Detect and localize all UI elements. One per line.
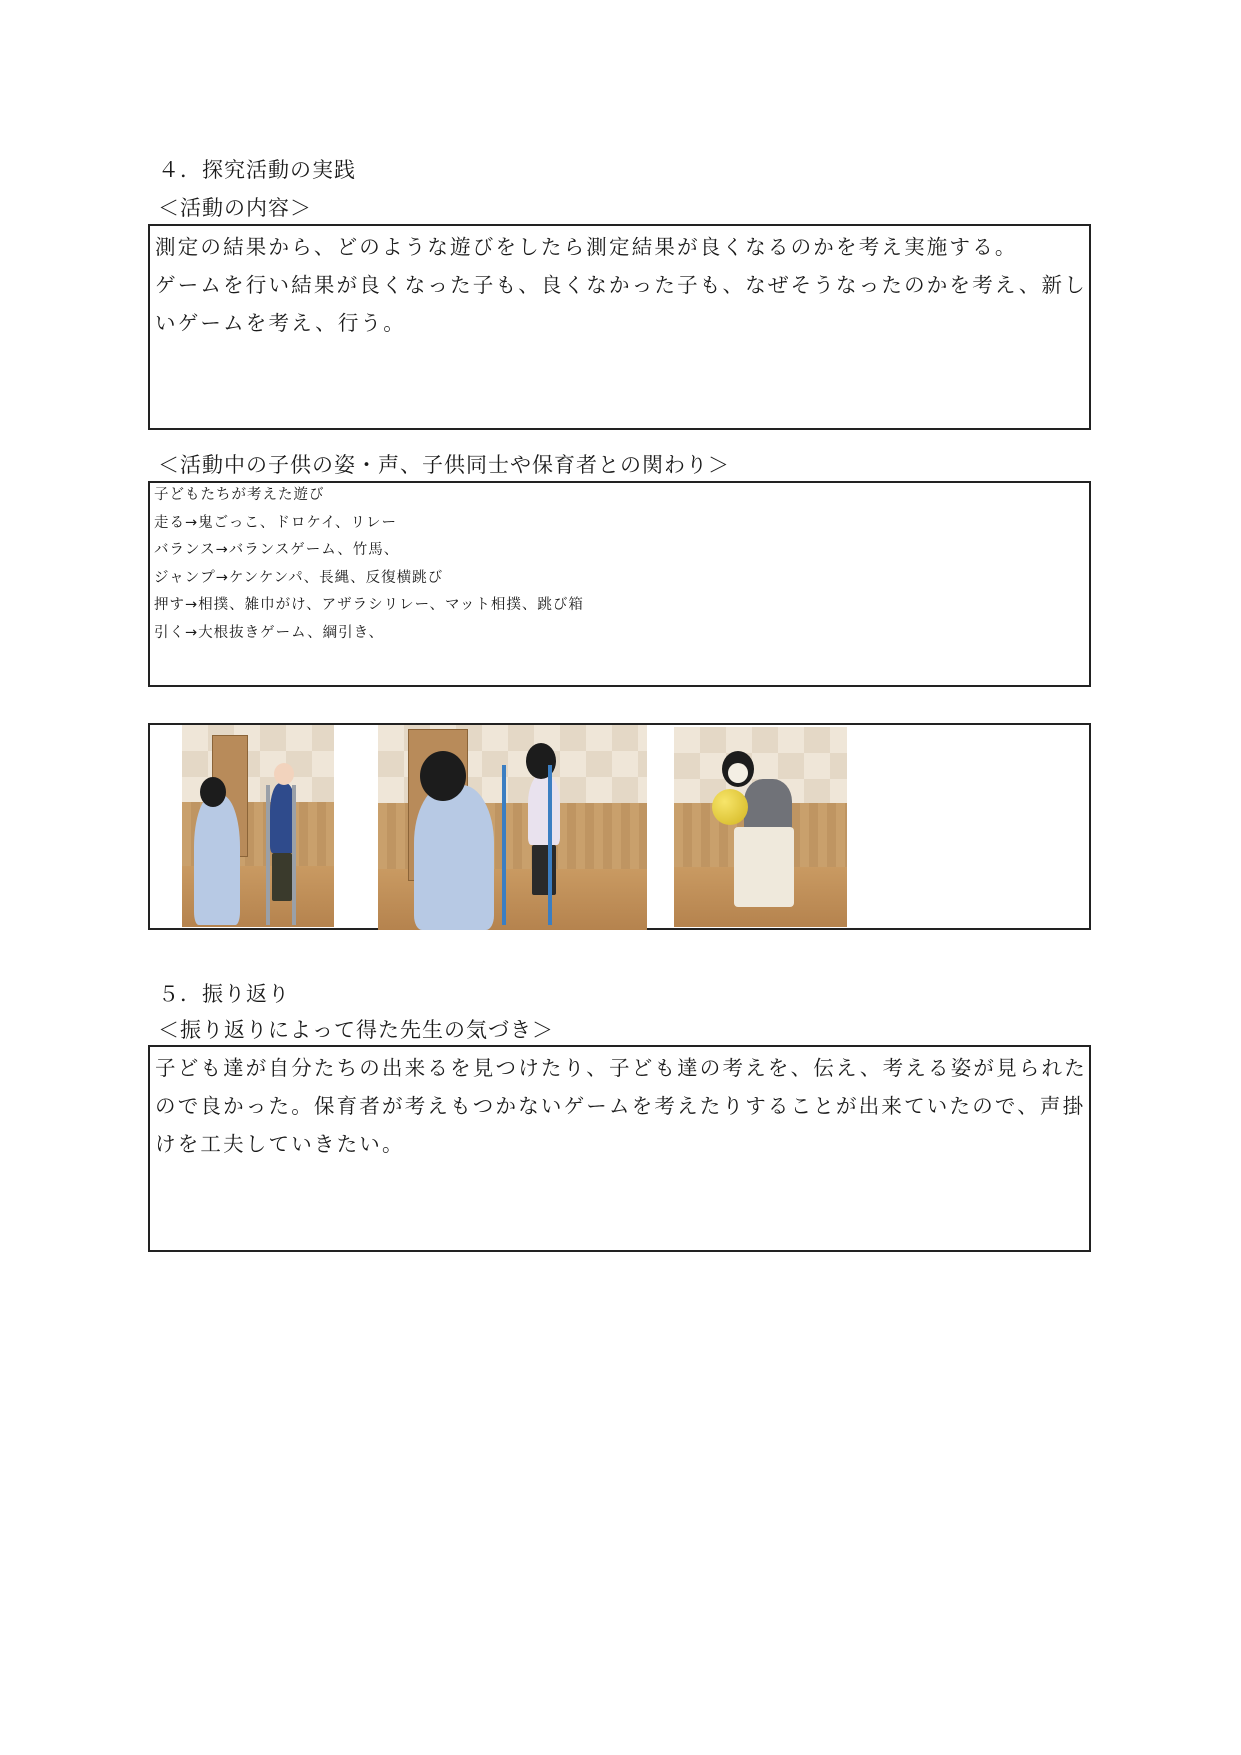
play-idea-line: 引く→大根抜きゲーム、綱引き、 (154, 624, 385, 641)
section-5-title: ５．振り返り (158, 982, 290, 1006)
play-idea-line: バランス→バランスゲーム、竹馬、 (154, 542, 400, 558)
activity-line: いゲームを考え、行う。 (155, 311, 406, 335)
section-4-title: ４．探究活動の実践 (158, 158, 356, 182)
activity-content-label: ＜活動の内容＞ (158, 196, 312, 220)
play-idea-line: 押す→相撲、雑巾がけ、アザラシリレー、マット相撲、跳び箱 (154, 597, 584, 613)
children-interaction-label: ＜活動中の子供の姿・声、子供同士や保育者との関わり＞ (158, 453, 730, 477)
photo-strip (148, 723, 1091, 930)
play-idea-line: 子どもたちが考えた遊び (154, 487, 325, 503)
children-interaction-box (148, 481, 1091, 687)
activity-line: 測定の結果から、どのような遊びをしたら測定結果が良くなるのかを考え実施する。 (155, 235, 1018, 259)
girl-ball-photo (674, 727, 847, 927)
play-idea-line: 走る→鬼ごっこ、ドロケイ、リレー (154, 514, 398, 531)
activity-line: ゲームを行い結果が良くなった子も、良くなかった子も、なぜそうなったのかを考え、新し (155, 273, 1087, 297)
reflection-label: ＜振り返りによって得た先生の気づき＞ (158, 1018, 554, 1042)
reflection-box (148, 1045, 1091, 1252)
activity-content-box (148, 224, 1091, 430)
reflection-line: 子ども達が自分たちの出来るを見つけたり、子ども達の考えを、伝え、考える姿が見られた (155, 1056, 1087, 1080)
reflection-line: けを工夫していきたい。 (155, 1132, 405, 1156)
reflection-line: ので良かった。保育者が考えもつかないゲームを考えたりすることが出来ていたので、声掛 (155, 1094, 1086, 1118)
play-idea-line: ジャンプ→ケンケンパ、長縄、反復横跳び (154, 569, 444, 586)
teacher-girl-stilts-photo (378, 725, 647, 930)
teacher-child-stilts-photo (182, 725, 334, 927)
